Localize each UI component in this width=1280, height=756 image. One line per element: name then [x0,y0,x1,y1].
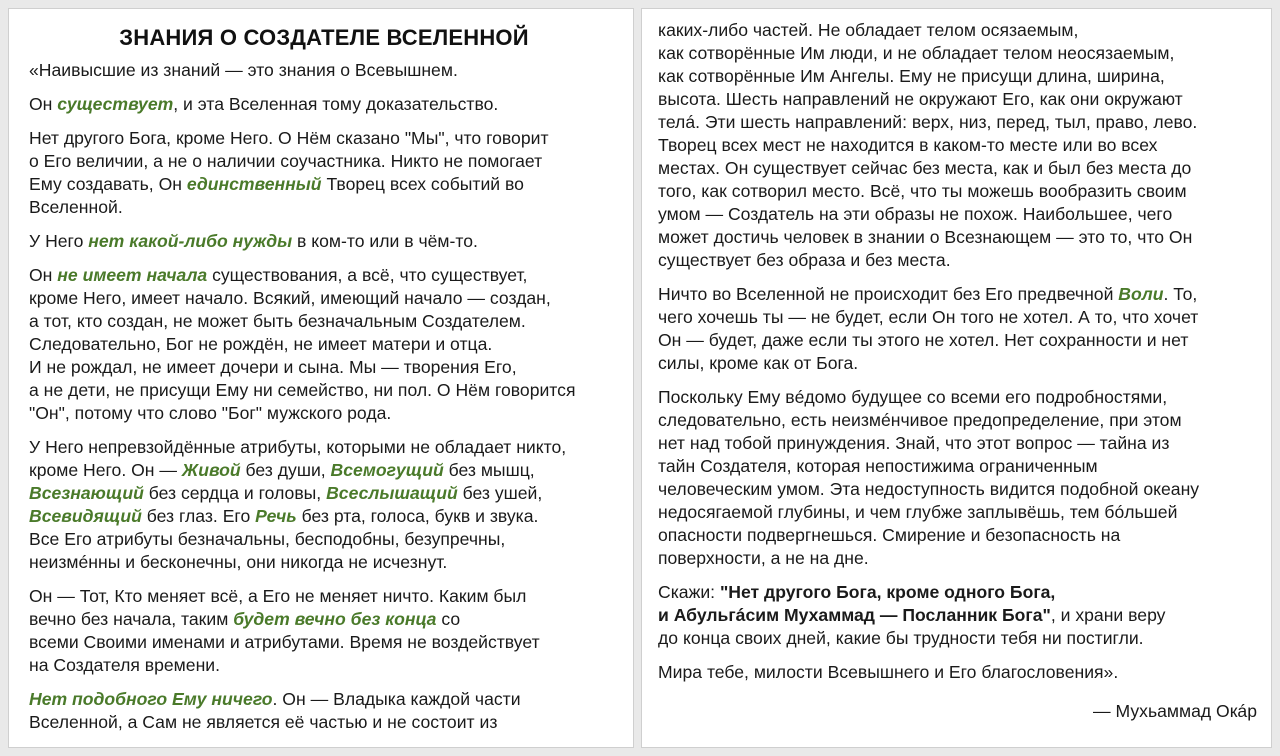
bold-text: "Нет другого Бога, кроме одного Бога, [719,582,1056,602]
text-run: всеми Своими именами и атрибутами. Время не воздействует [29,632,540,652]
highlighted-term: существует [57,94,174,114]
highlighted-term: Живой [181,460,241,480]
highlighted-term: Речь [255,506,297,526]
text-run: как сотворённые Им Ангелы. Ему не присущи длина, ширина, [658,66,1165,86]
text-run: Он [29,265,58,285]
highlighted-term: Нет подобного Ему ничего [29,689,273,709]
text-run: без ушей, [457,483,543,503]
signature: — Мухьаммад Окáр [1093,701,1257,721]
highlighted-term: Воли [1118,284,1164,304]
text-run: со [436,609,461,629]
highlighted-term: Всевидящий [29,506,142,526]
text-run: без сердца и головы, [143,483,327,503]
left-text-body [29,59,619,734]
text-run: может достичь человек в знании о Всезнающем — это то, что Он [658,227,1193,247]
text-run: У Него [29,231,89,251]
text-run: опасности подвергнешься. Смирение и безопасность на [658,525,1121,545]
paragraph [29,127,619,219]
text-run: Вселенной, а Сам не является её частью и не состоит из [29,712,498,732]
text-run: кроме Него, имеет начало. Всякий, имеющий начало — создан, [29,288,551,308]
highlighted-term: Всемогущий [330,460,444,480]
text-run: до конца своих дней, какие бы трудности тебя ни постигли. [658,628,1144,648]
text-run: Он [29,94,58,114]
text-run: силы, кроме как от Бога. [658,353,859,373]
text-run: Нет другого Бога, кроме Него. О Нём сказано "Мы", что говорит [29,128,549,148]
text-run: человеческим умом. Эта недоступность видится подобной океану [658,479,1200,499]
text-run: следовательно, есть неизмéнчивое предопределение, при этом [658,410,1182,430]
paragraph [29,93,619,116]
text-run: Творец всех событий во [321,174,524,194]
text-run: на Создателя времени. [29,655,220,675]
paragraph [29,436,619,574]
text-run: без глаз. Его [141,506,256,526]
text-run: Творец всех мест не находится в каком-то месте или во всех [658,135,1158,155]
text-run: нет над тобой принуждения. Знай, что этот вопрос — тайна из [658,433,1170,453]
text-run: а тот, кто создан, не может быть безначальным Создателем. [29,311,526,331]
text-run: тайн Создателя, которая непостижима ограниченным [658,456,1098,476]
page-title: ЗНАНИЯ О СОЗДАТЕЛЕ ВСЕЛЕННОЙ [119,25,529,50]
text-run: "Он", потому что слово "Бог" мужского рода. [29,403,392,423]
text-run: без рта, голоса, букв и звука. [296,506,539,526]
bold-text: и Абульгáсим Мухаммад — Посланник Бога" [658,605,1051,625]
text-run: , и храни веру [1050,605,1166,625]
text-run: а не дети, не присущи Ему ни семейство, ни пол. О Нём говорится [29,380,576,400]
right-page [641,8,1272,748]
text-run: существует без образа и без места. [658,250,951,270]
text-run: кроме Него. Он — [29,460,182,480]
text-run: «Наивысшие из знаний — это знания о Всевышнем. [29,60,458,80]
text-run: Следовательно, Бог не рождён, не имеет матери и отца. [29,334,493,354]
paragraph [29,59,619,82]
text-run: , и эта Вселенная тому доказательство. [173,94,499,114]
paragraph [658,661,1257,684]
text-run: Скажи: [658,582,720,602]
paragraph [29,688,619,734]
paragraph [658,19,1257,272]
text-run: вечно без начала, таким [29,609,234,629]
text-run: поверхности, а не на дне. [658,548,869,568]
text-run: без мышц, [443,460,535,480]
highlighted-term: Всезнающий [29,483,144,503]
text-run: о Его величии, а не о наличии соучастника. Никто не помогает [29,151,543,171]
text-run: И не рождал, не имеет дочери и сына. Мы — творения Его, [29,357,517,377]
text-run: . Он — Владыка каждой части [272,689,521,709]
paragraph [658,283,1257,375]
left-page [8,8,634,748]
text-run: высота. Шесть направлений не окружают Его, как они окружают [658,89,1183,109]
highlighted-term: не имеет начала [57,265,208,285]
text-run: Все Его атрибуты безначальны, бесподобны, безупречны, [29,529,506,549]
text-run: У Него непревзойдённые атрибуты, которыми не обладает никто, [29,437,567,457]
text-run: каких-либо частей. Не обладает телом осязаемым, [658,20,1079,40]
text-run: Поскольку Ему вéдомо будущее со всеми его подробностями, [658,387,1168,407]
text-run: недосягаемой глубины, и чем глубже заплывёшь, тем бóльшей [658,502,1178,522]
text-run: неизмéнны и бесконечны, они никогда не исчезнут. [29,552,448,572]
paragraph [29,230,619,253]
text-run: в ком-то или в чём-то. [292,231,478,251]
text-run: без души, [240,460,331,480]
highlighted-term: Всеслышащий [326,483,458,503]
text-run: Он — Тот, Кто меняет всё, а Его не меняет ничто. Каким был [29,586,527,606]
text-run: Вселенной. [29,197,123,217]
paragraph [29,585,619,677]
paragraph [658,386,1257,570]
highlighted-term: будет вечно без конца [233,609,437,629]
text-run: Мира тебе, милости Всевышнего и Его благословения». [658,662,1119,682]
highlighted-term: нет какой-либо нужды [88,231,293,251]
text-run: умом — Создатель на эти образы не похож. Наибольшее, чего [658,204,1173,224]
right-text-body [658,19,1257,684]
text-run: местах. Он существует сейчас без места, как и был без места до [658,158,1192,178]
paragraph [29,264,619,425]
text-run: Ему создавать, Он [29,174,187,194]
text-run: чего хочешь ты — не будет, если Он того не хотел. А то, что хочет [658,307,1199,327]
text-run: как сотворённые Им люди, и не обладает телом неосязаемым, [658,43,1175,63]
text-run: телá. Эти шесть направлений: верх, низ, перед, тыл, право, лево. [658,112,1198,132]
text-run: Ничто во Вселенной не происходит без Его предвечной [658,284,1119,304]
text-run: . То, [1163,284,1198,304]
highlighted-term: единственный [186,174,322,194]
text-run: Он — будет, даже если ты этого не хотел. Нет сохранности и нет [658,330,1189,350]
text-run: того, как сотворил место. Всё, что ты можешь вообразить своим [658,181,1187,201]
paragraph [658,581,1257,650]
text-run: существования, а всё, что существует, [207,265,528,285]
